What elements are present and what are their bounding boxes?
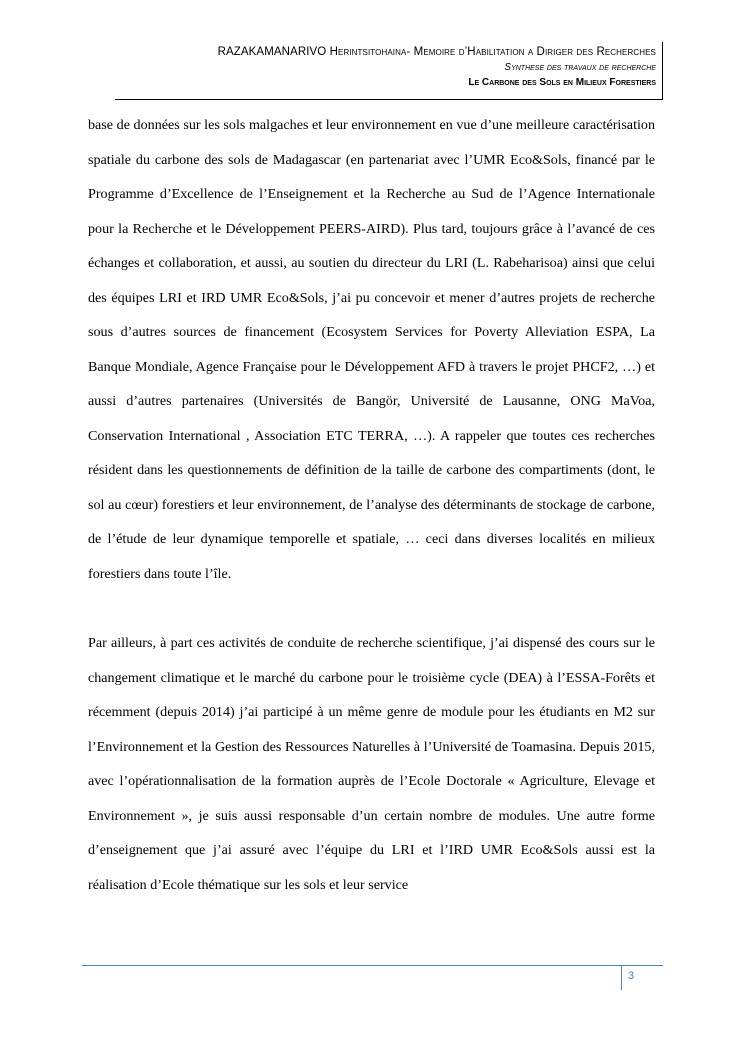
page-number: 3 (628, 970, 635, 982)
header-author-title: RAZAKAMANARIVO Herintsitohaina- Memoire d’Habilitation a Diriger des Recherches (217, 46, 656, 58)
header-section: Synthese des travaux de recherche (504, 62, 656, 73)
footer-vertical-rule (621, 965, 622, 990)
header-vertical-rule (662, 42, 663, 100)
paragraph-continued: base de données sur les sols malgaches et leur environnement en vue d’une meilleure caractérisation spatiale du carbone des sols de Madagascar (en partenariat avec l’UMR Eco&Sols, financé par le Programme d’Excellence de l’Enseignement et la Recherche au Sud de l’Agence Internationale pour la Recherche et le Développement PEERS-AIRD). Plus tard, toujours grâce à l’avancé de ces échanges et collaboration, et aussi, au soutien du directeur du LRI (L. Rabeharisoa) ainsi que celui des équipes LRI et IRD UMR Eco&Sols, j’ai pu concevoir et mener d’autres projets de recherche sous d’autres sources de financement (Ecosystem Services for Poverty Alleviation ESPA, La Banque Mondiale, Agence Française pour le Développement AFD à travers le projet PHCF2, …) et aussi d’autres partenaires (Universités de Bangör, Université de Lausanne, ONG MaVoa, Conservation International , Association ETC TERRA, …). A rappeler que toutes ces recherches résident dans les questionnements de définition de la taille de carbone des compartiments (dont, le sol au cœur) forestiers et leur environnement, de l’analyse des déterminants de stockage de carbone, de l’étude de leur dynamique temporelle et spatiale, … ceci dans diverses localités en milieux forestiers dans toute l’île. (88, 117, 655, 582)
running-header (112, 44, 656, 90)
header-subject: Le Carbone des Sols en Milieux Forestiers (468, 77, 656, 88)
header-horizontal-rule (115, 99, 663, 100)
paragraph-teaching: Par ailleurs, à part ces activités de conduite de recherche scientifique, j’ai dispensé des cours sur le changement climatique et le marché du carbone pour le troisième cycle (DEA) à l’ESSA-Forêts et récemment (depuis 2014) j’ai participé à un même genre de module pour les étudiants en M2 sur l’Environnement et la Gestion des Ressources Naturelles à l’Université de Toamasina. Depuis 2015, avec l’opérationnalisation de la formation auprès de l’Ecole Doctorale « Agriculture, Elevage et Environnement », je suis aussi responsable d’un certain nombre de modules. Une autre forme d’enseignement que j’ai assuré avec l’équipe du LRI et l’IRD UMR Eco&Sols aussi est la réalisation d’Ecole thématique sur les sols et leur service (88, 635, 655, 893)
body-text (88, 108, 655, 902)
footer-horizontal-rule (82, 965, 663, 966)
